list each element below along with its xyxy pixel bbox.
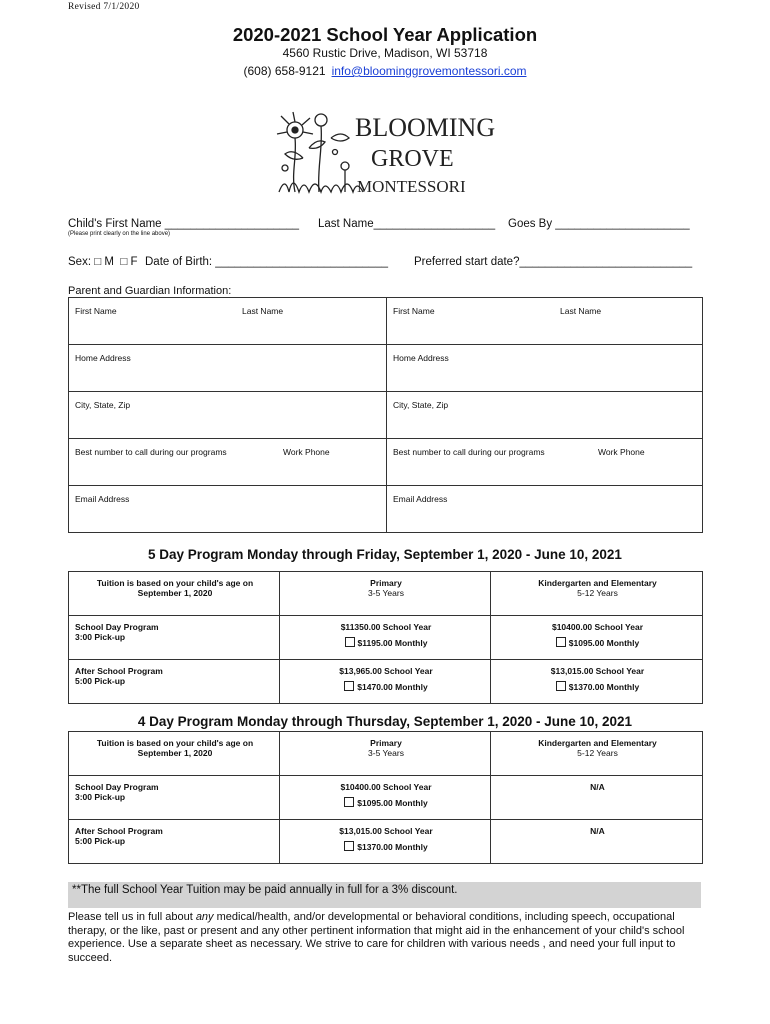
school-logo [273, 108, 496, 196]
kinder-header: Kindergarten and Elementary [538, 578, 657, 588]
primary-header: Primary [370, 738, 402, 748]
contact-line [0, 64, 770, 78]
kinder-ages: 5-12 Years [577, 588, 618, 598]
monthly-option[interactable] [497, 681, 698, 692]
primary-ages: 3-5 Years [368, 588, 404, 598]
price-year: $10400.00 School Year [551, 622, 644, 632]
email-link[interactable]: info@bloominggrovemontessori.com [331, 64, 527, 78]
price-year: $10400.00 School Year [340, 782, 432, 792]
not-available: N/A [590, 826, 605, 836]
four-day-heading: 4 Day Program Monday through Thursday, September 1, 2020 - June 10, 2021 [137, 714, 633, 729]
monthly-option[interactable] [497, 637, 698, 648]
parent2-last-name-label[interactable]: Last Name [560, 306, 602, 316]
preferred-start-date-field[interactable]: Preferred start date?___________________________ [414, 256, 693, 268]
price-month: $1370.00 Monthly [357, 842, 428, 852]
medical-info-prompt [68, 911, 703, 966]
parent2-home-address-label[interactable]: Home Address [393, 353, 449, 363]
page-title: 2020-2021 School Year Application [232, 24, 538, 45]
row-label: School Day Program [75, 782, 159, 792]
monthly-option[interactable] [286, 637, 486, 648]
not-available: N/A [590, 782, 605, 792]
price-year: $11350.00 School Year [340, 622, 432, 632]
checkbox-icon[interactable] [344, 681, 354, 691]
medical-text-pre: Please tell us in full about [68, 911, 196, 923]
row-pickup: 5:00 Pick-up [75, 676, 126, 686]
phone-number: (608) 658-9121 [243, 64, 326, 78]
parent1-first-name-label[interactable]: First Name [75, 306, 117, 316]
checkbox-icon[interactable] [556, 681, 566, 691]
row-label: School Day Program [75, 622, 159, 632]
checkbox-icon[interactable] [556, 637, 566, 647]
monthly-option[interactable] [286, 797, 486, 808]
five-day-tuition-table [68, 571, 703, 704]
five-day-heading: 5 Day Program Monday through Friday, September 1, 2020 - June 10, 2021 [148, 547, 622, 562]
parent1-last-name-label[interactable]: Last Name [242, 306, 284, 316]
parent2-email-label[interactable]: Email Address [393, 494, 448, 504]
price-month: $1195.00 Monthly [357, 638, 428, 648]
primary-header: Primary [370, 578, 402, 588]
parent1-email-label[interactable]: Email Address [75, 494, 130, 504]
school-address: 4560 Rustic Drive, Madison, WI 53718 [282, 46, 488, 60]
logo-text-grove: GROVE [371, 146, 454, 172]
price-month: $1370.00 Monthly [568, 682, 640, 692]
price-year: $13,015.00 School Year [339, 826, 433, 836]
goes-by-field[interactable]: Goes By _____________________ [508, 218, 690, 230]
sex-checkboxes[interactable]: Sex: □ M □ F [68, 256, 138, 268]
checkbox-icon[interactable] [344, 797, 354, 807]
row-pickup: 3:00 Pick-up [75, 792, 126, 802]
guardian-table [68, 297, 703, 533]
child-first-name-field[interactable]: Child's First Name _____________________ [68, 218, 300, 230]
four-day-tuition-table [68, 731, 703, 864]
kinder-ages: 5-12 Years [577, 748, 618, 758]
row-label: After School Program [75, 826, 163, 836]
row-pickup: 3:00 Pick-up [75, 632, 126, 642]
date-of-birth-field[interactable]: Date of Birth: ___________________________ [145, 256, 388, 268]
parent1-home-address-label[interactable]: Home Address [75, 353, 131, 363]
primary-ages: 3-5 Years [368, 748, 404, 758]
monthly-option[interactable] [286, 841, 486, 852]
parent2-work-phone-label[interactable]: Work Phone [598, 447, 645, 457]
checkbox-icon[interactable] [344, 841, 354, 851]
print-clearly-note: (Please print clearly on the line above) [68, 231, 171, 237]
medical-text-any: any [195, 911, 214, 923]
logo-text-montessori: MONTESSORI [357, 177, 466, 196]
kinder-header: Kindergarten and Elementary [538, 738, 657, 748]
tuition-basis-label: Tuition is based on your child's age on September 1, 2020 [96, 738, 254, 758]
parent1-best-number-label[interactable]: Best number to call during our programs [75, 447, 227, 457]
row-pickup: 5:00 Pick-up [75, 836, 126, 846]
discount-note [68, 882, 701, 908]
monthly-option[interactable] [286, 681, 486, 692]
child-last-name-field[interactable]: Last Name___________________ [318, 218, 496, 230]
parent1-work-phone-label[interactable]: Work Phone [283, 447, 330, 457]
price-month: $1095.00 Monthly [568, 638, 640, 648]
price-month: $1095.00 Monthly [357, 798, 428, 808]
price-year: $13,015.00 School Year [550, 666, 645, 676]
parent2-first-name-label[interactable]: First Name [393, 306, 435, 316]
tuition-basis-label: Tuition is based on your child's age on September 1, 2020 [96, 578, 254, 598]
parent2-best-number-label[interactable]: Best number to call during our programs [393, 447, 545, 457]
medical-text-post: medical/health, and/or developmental or behavioral conditions, including speech, occupational therapy, or the like, past or present and any other pertinent information that might aid in the enhancement of your child's school experience. Use a separate sheet as necessary. We strive to care for children with various needs , and need your full input to succeed. [68, 911, 685, 965]
price-month: $1470.00 Monthly [357, 682, 428, 692]
guardian-heading: Parent and Guardian Information: [68, 285, 232, 297]
price-year: $13,965.00 School Year [339, 666, 433, 676]
logo-text-blooming: BLOOMING [355, 113, 496, 142]
checkbox-icon[interactable] [345, 637, 355, 647]
parent2-city-label[interactable]: City, State, Zip [393, 400, 449, 410]
row-label: After School Program [75, 666, 163, 676]
parent1-city-label[interactable]: City, State, Zip [75, 400, 131, 410]
discount-text: **The full School Year Tuition may be paid annually in full for a 3% discount. [72, 884, 458, 896]
revised-date: Revised 7/1/2020 [68, 2, 140, 12]
